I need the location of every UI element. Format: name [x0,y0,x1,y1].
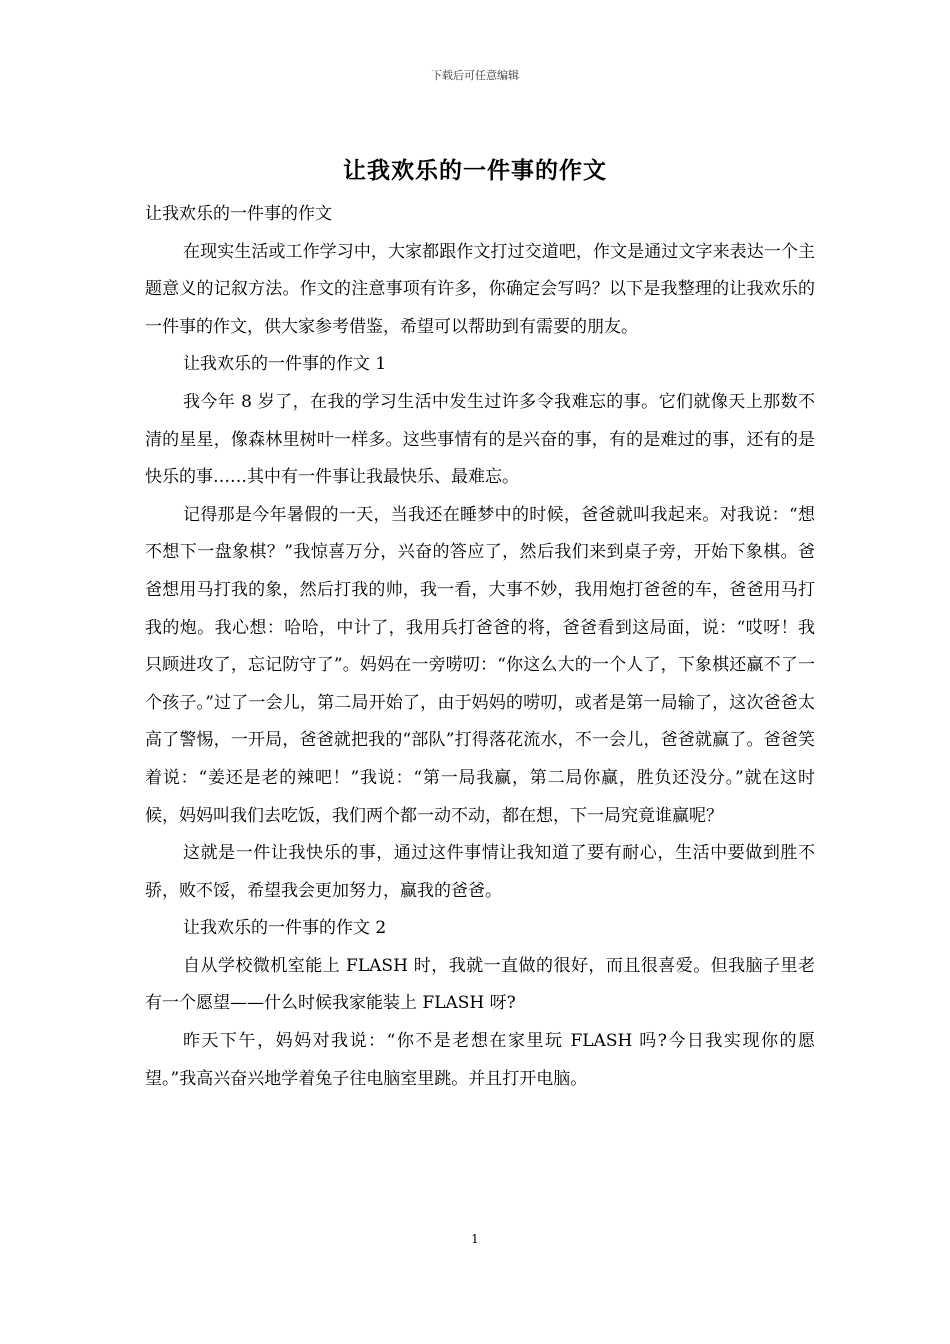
paragraph: 我今年 8 岁了，在我的学习生活中发生过许多令我难忘的事。它们就像天上那数不清的星星，像森林里树叶一样多。这些事情有的是兴奋的事，有的是难过的事，还有的是快乐的事……其中有一件事让我最快乐、最难忘。 [145,391,815,488]
paragraph: 记得那是今年暑假的一天，当我还在睡梦中的时候，爸爸就叫我起来。对我说：“想不想下一盘象棋？”我惊喜万分，兴奋的答应了，然后我们来到桌子旁，开始下象棋。爸爸想用马打我的象，然后打我的帅，我一看，大事不妙，我用炮打爸爸的车，爸爸用马打我的炮。我心想：哈哈，中计了，我用兵打爸爸的将，爸爸看到这局面，说：“哎呀！我只顾进攻了，忘记防守了”。妈妈在一旁唠叨：“你这么大的一个人了，下象棋还赢不了一个孩子。”过了一会儿，第二局开始了，由于妈妈的唠叨，或者是第一局输了，这次爸爸太高了警惕，一开局，爸爸就把我的“部队”打得落花流水，不一会儿，爸爸就赢了。爸爸笑着说：“姜还是老的辣吧！”我说：“第一局我赢，第二局你赢，胜负还没分。”就在这时候，妈妈叫我们去吃饭，我们两个都一动不动，都在想，下一局究竟谁赢呢？ [145,504,815,826]
document-title: 让我欢乐的一件事的作文 [343,157,607,184]
paragraph: 昨天下午，妈妈对我说：“你不是老想在家里玩 FLASH 吗?今日我实现你的愿望。”我高兴奋兴地学着兔子往电脑室里跳。并且打开电脑。 [145,1031,815,1089]
section-heading: 让我欢乐的一件事的作文 2 [183,918,387,939]
paragraph: 在现实生活或工作学习中，大家都跟作文打过交道吧，作文是通过文字来表达一个主题意义的记叙方法。作文的注意事项有许多，你确定会写吗？以下是我整理的让我欢乐的一件事的作文，供大家参考借鉴，希望可以帮助到有需要的朋友。 [145,241,815,337]
paragraph: 让我欢乐的一件事的作文 [145,204,332,224]
document-body [145,196,815,1098]
header-note: 下载后可任意编辑 [431,69,519,82]
page-number: 1 [471,1232,479,1246]
section-heading: 让我欢乐的一件事的作文 1 [183,354,387,375]
paragraph: 这就是一件让我快乐的事，通过这件事情让我知道了要有耐心，生活中要做到胜不骄，败不馁，希望我会更加努力，赢我的爸爸。 [145,843,815,901]
paragraph: 自从学校微机室能上 FLASH 时，我就一直做的很好，而且很喜爱。但我脑子里老有一个愿望——什么时候我家能装上 FLASH 呀? [145,955,815,1014]
